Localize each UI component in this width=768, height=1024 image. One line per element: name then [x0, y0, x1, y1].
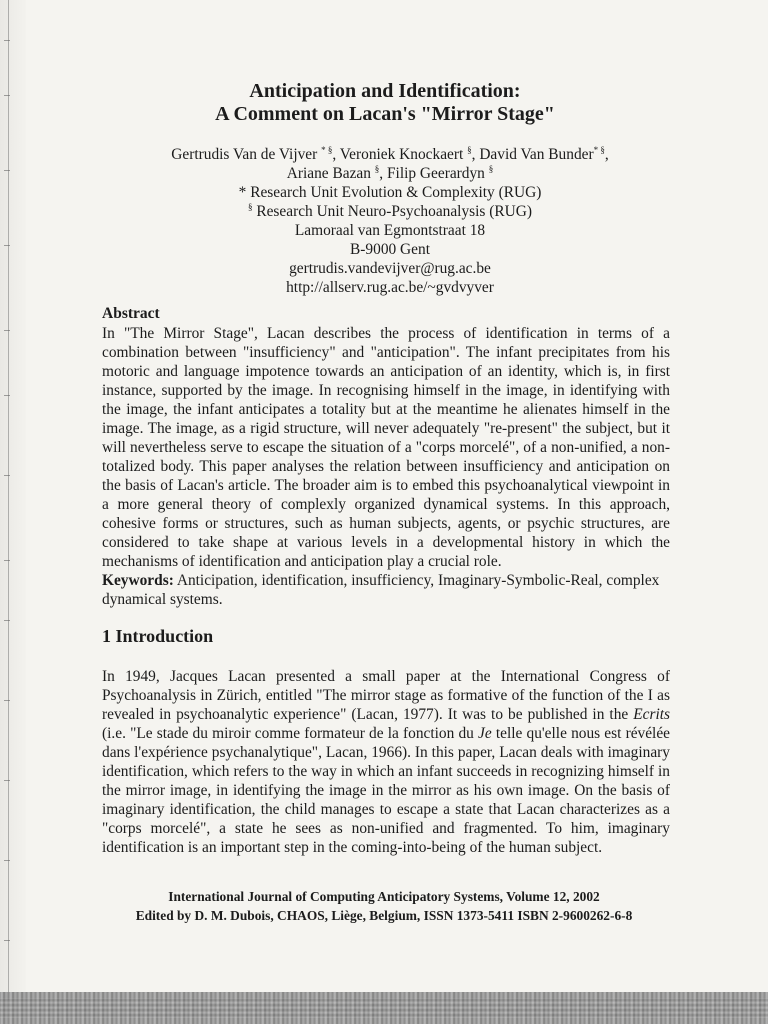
binding-mark — [4, 940, 10, 941]
binding-mark — [4, 170, 10, 171]
author-line-2 — [110, 164, 670, 183]
author-name: , Filip Geerardyn — [379, 165, 489, 182]
emphasis-je: Je — [478, 725, 492, 742]
keywords-label: Keywords: — [102, 572, 174, 589]
binding-mark — [4, 780, 10, 781]
binding-mark — [4, 245, 10, 246]
paper-title-line-2: A Comment on Lacan's "Mirror Stage" — [215, 103, 555, 125]
binding-mark — [4, 560, 10, 561]
author-email: gertrudis.vandevijver@rug.ac.be — [289, 260, 491, 277]
introduction-paragraph: In 1949, Jacques Lacan presented a small paper at the International Congress of Psychoanalysis in Zürich, entitled "The mirror stage as formative of the function of the I as revealed in psychoanalytic experience" (Lacan, 1977). It was to be published in the Ecrits (i.e. "Le stade du miroir comme formateur de la fonction du Je telle qu'elle nous est révélée dans l'expérience psychanalytique", Lacan, 1966). In this paper, Lacan deals with imaginary identification, which refers to the way in which an infant succeeds in recognizing himself in the mirror image, in identifying the image in the mirror as his own image. On the basis of imaginary identification, the child manages to escape a state that Lacan characterizes as a "corps morcelé", a state he sees as non-unified and fragmented. To him, imaginary identification is an important step in the coming-into-being of the human subject. — [102, 668, 670, 856]
address-city: B-9000 Gent — [350, 241, 430, 258]
scan-edge-strip — [0, 992, 768, 1024]
binding-mark — [4, 40, 10, 41]
author-website: http://allserv.rug.ac.be/~gvdvyver — [286, 279, 494, 296]
journal-citation-line-2: Edited by D. M. Dubois, CHAOS, Liège, Belgium, ISSN 1373-5411 ISBN 2-9600262-6-8 — [135, 908, 633, 923]
binding-mark — [4, 860, 10, 861]
keywords — [102, 571, 670, 609]
author-name: Gertrudis Van de Vijver — [171, 146, 322, 163]
paper-title-line-1: Anticipation and Identification: — [249, 80, 521, 102]
abstract-text: In "The Mirror Stage", Lacan describes the process of identification in terms of a combination between "insufficiency" and "anticipation". The infant precipitates from his motoric and language impotence towards an anticipation of an identity, which is, in first instance, supported by the image. In recognising himself in the image, in identifying with the image, the infant anticipates a totality but at the meantime he alienates himself in the image. The image, as a rigid structure, will never adequately "re-present" the subject, but it will nevertheless serve to escape the situation of a "corps morcelé", of a non-unified, a non-totalized body. This paper analyses the relation between insufficiency and anticipation on the basis of Lacan's article. The broader aim is to embed this psychoanalytical viewpoint in a more general theory of complexly organized dynamical systems. In this approach, cohesive forms or structures, such as human subjects, agents, or psychic structures, are considered to take shape at various levels in a developmental history in which the mechanisms of identification and anticipation play a crucial role. — [102, 325, 670, 570]
binding-mark — [4, 700, 10, 701]
section-heading-introduction: 1 Introduction — [102, 626, 214, 646]
author-name: , David Van Bunder — [471, 146, 594, 163]
binding-line — [8, 0, 9, 1000]
emphasis-ecrits: Ecrits — [633, 706, 670, 723]
scan-edge-texture — [0, 998, 768, 1018]
affiliation-mark: § — [467, 145, 472, 155]
binding-mark — [4, 395, 10, 396]
journal-citation-line-1: International Journal of Computing Anticipatory Systems, Volume 12, 2002 — [168, 889, 600, 904]
binding-edge — [0, 0, 26, 1024]
affiliation-mark: § — [488, 164, 494, 174]
affiliation-mark: § — [247, 202, 253, 212]
affiliation-2: § Research Unit Neuro-Psychoanalysis (RUG) — [247, 202, 533, 220]
author-name: Ariane Bazan — [286, 165, 375, 182]
affiliation-mark: * § — [321, 145, 333, 155]
author-separator: , — [604, 146, 609, 163]
binding-mark — [4, 620, 10, 621]
abstract-heading: Abstract — [102, 305, 160, 322]
keywords-text: Anticipation, identification, insufficiency, Imaginary-Symbolic-Real, complex dynamical systems. — [102, 572, 660, 608]
affiliation-mark: * § — [593, 145, 605, 155]
author-name: , Veroniek Knockaert — [332, 146, 468, 163]
affiliation-1: * Research Unit Evolution & Complexity (RUG) — [238, 184, 542, 201]
affiliation-mark: § — [374, 164, 380, 174]
author-line-1 — [110, 145, 670, 164]
binding-mark — [4, 330, 10, 331]
address-street: Lamoraal van Egmontstraat 18 — [294, 222, 486, 239]
author-block — [110, 145, 670, 297]
binding-mark — [4, 475, 10, 476]
binding-mark — [4, 95, 10, 96]
